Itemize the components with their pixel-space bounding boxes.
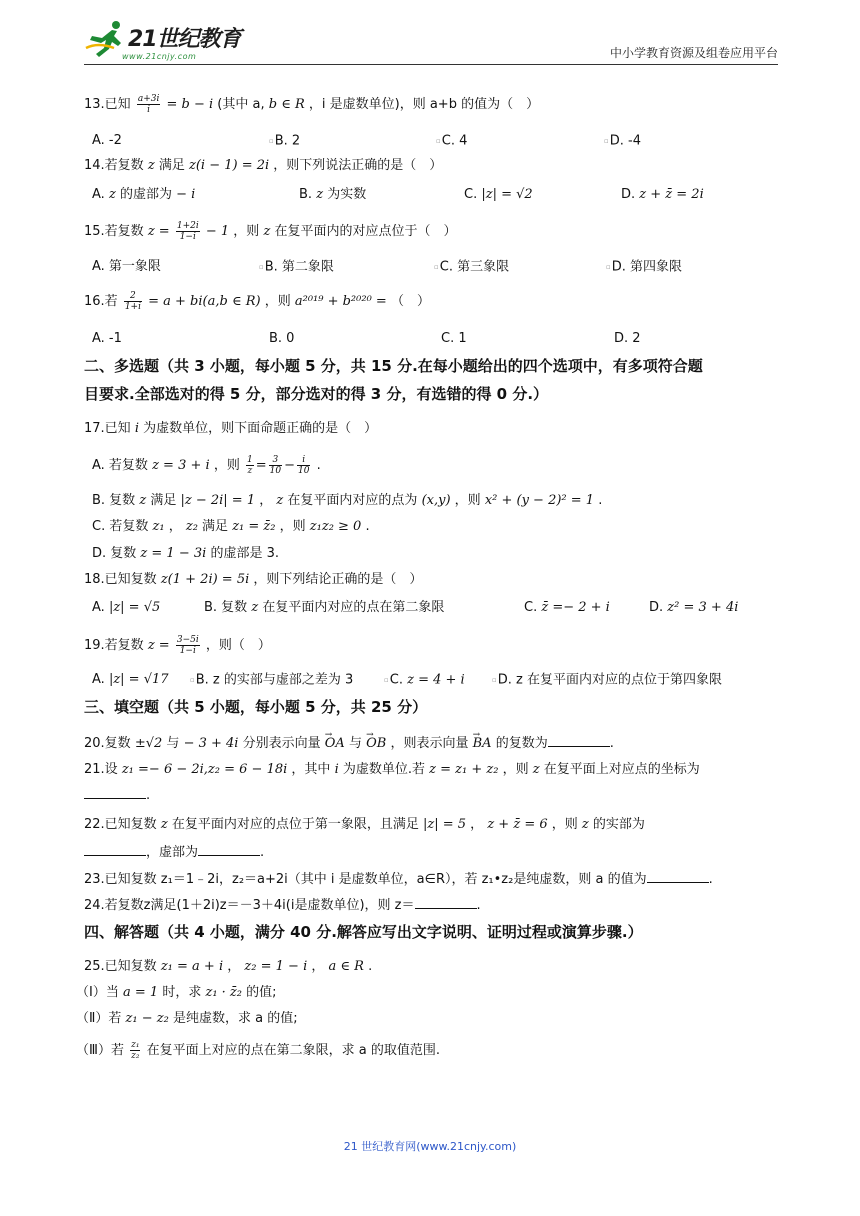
q13-option-a[interactable]: A. -2 (92, 133, 122, 148)
option-marker-icon: ▫ (606, 263, 611, 271)
text-fragment: 23.已知复数 z₁＝1﹣2i，z₂＝a+2i（其中 i 是虚数单位，a∈R），若 z₁•z₂是纯虚数，则 a 的值为 (84, 872, 647, 887)
text-fragment: |z| = √2 (481, 187, 533, 202)
text-fragment: ， (168, 519, 182, 534)
fraction (137, 94, 161, 115)
text-fragment: D. 第四象限 (611, 259, 683, 275)
answer-blank[interactable] (84, 843, 146, 856)
text-fragment: B. z 的实部与虚部之差为 3 (195, 672, 354, 688)
text-fragment: B. 第二象限 (264, 259, 334, 275)
text-fragment: |z| = √17 (108, 672, 169, 687)
question-19 (84, 635, 271, 656)
text-fragment: B. 2 (274, 133, 301, 149)
text-fragment: D. 复数 (92, 546, 137, 561)
text-fragment: |z − 2i| = 1 (180, 493, 256, 508)
text-fragment: . (316, 458, 321, 473)
text-fragment: . (365, 519, 370, 534)
text-fragment: z (160, 817, 168, 832)
q17-option-a[interactable] (92, 455, 321, 476)
page-footer[interactable]: 21 世纪教育网(www.21cnjy.com) (343, 1140, 517, 1153)
question-24 (84, 896, 481, 915)
text-fragment: ，i 是虚数单位)，则 a+b 的值为（ ） (308, 97, 540, 112)
text-fragment: 19.若复数 (84, 638, 144, 653)
text-fragment: D. (621, 187, 636, 202)
text-fragment: 1+2i (176, 221, 199, 231)
q14-option-b[interactable] (299, 186, 366, 204)
question-14 (84, 157, 442, 175)
text-fragment: A. 若复数 (92, 458, 148, 473)
text-fragment: ，则 (213, 458, 240, 473)
section-2-heading-line1: 二、多选题（共 3 小题，每小题 5 分，共 15 分.在每小题给出的四个选项中，有多项符合题 (84, 357, 703, 375)
q18-option-b[interactable] (204, 599, 444, 617)
text-fragment: 分别表示向量 (242, 736, 321, 751)
q13-option-d[interactable] (604, 132, 641, 151)
question-16 (84, 291, 430, 312)
text-fragment: z (139, 493, 147, 508)
section-3-heading: 三、填空题（共 5 小题，每小题 5 分，共 25 分） (84, 698, 428, 716)
header-divider (84, 64, 778, 65)
text-fragment: z₂ (131, 1051, 140, 1061)
option-marker-icon: ▫ (269, 137, 274, 145)
text-fragment: C. (389, 672, 403, 688)
text-fragment: z (108, 187, 116, 202)
text-fragment: ±√2 (134, 736, 163, 751)
text-fragment: 18.已知复数 (84, 572, 157, 587)
text-fragment: |z| = 5 (422, 817, 467, 832)
q17-option-d[interactable] (92, 545, 279, 563)
text-fragment: 在复平面内对应的点位于第一象限，且满足 (171, 817, 419, 832)
text-fragment: z₁ = a + i (160, 959, 224, 974)
text-fragment: C. 4 (441, 133, 468, 149)
text-fragment: 满足 (150, 493, 177, 508)
q17-option-c[interactable] (92, 518, 370, 536)
site-logo (84, 18, 254, 66)
question-17 (84, 420, 377, 438)
text-fragment: z (316, 187, 324, 202)
text-fragment: z + z̄ = 6 (487, 817, 548, 832)
text-fragment: ，则（ ） (205, 638, 271, 653)
text-fragment: ，则 (551, 817, 578, 832)
text-fragment: z₂ (185, 519, 198, 534)
text-fragment: 的值; (246, 985, 277, 1000)
text-fragment: z(1 + 2i) = 5i (160, 572, 250, 587)
q13-option-c[interactable] (436, 132, 467, 151)
text-fragment: z̄ =− 2 + i (541, 600, 610, 615)
text-fragment: a ∈ R (328, 959, 364, 974)
text-fragment: a = 1 (122, 985, 159, 1000)
text-fragment: ，则 (233, 224, 260, 239)
text-fragment: z (532, 762, 540, 777)
text-fragment: z(i − 1) = 2i (188, 158, 270, 173)
text-fragment: 22.已知复数 (84, 817, 157, 832)
q15-option-d[interactable] (606, 258, 682, 277)
text-fragment: 10 (269, 466, 282, 476)
text-fragment: . (598, 493, 603, 508)
q15-option-b[interactable] (259, 258, 334, 277)
platform-name: 中小学教育资源及组卷应用平台 (609, 46, 778, 60)
text-fragment: 的虚部为 (119, 187, 172, 202)
text-fragment: → BA (473, 735, 492, 753)
text-fragment: z₁ · z̄₂ (205, 985, 242, 1000)
answer-blank[interactable] (415, 896, 477, 909)
text-fragment: z = 3 + i (152, 458, 210, 473)
question-22-line2 (84, 843, 264, 862)
text-fragment: D. z 在复平面内对应的点位于第四象限 (497, 672, 722, 688)
text-fragment: z₁ =− 6 − 2i,z₂ = 6 − 18i (121, 762, 288, 777)
text-fragment: 1+i (124, 302, 141, 312)
answer-blank[interactable] (198, 843, 260, 856)
question-21 (84, 761, 700, 779)
text-fragment: z = (147, 638, 170, 653)
text-fragment: z (263, 224, 271, 239)
text-fragment: ，则表示向量 (390, 736, 469, 751)
text-fragment: − 1 (205, 224, 230, 239)
section-4-heading: 四、解答题（共 4 小题，满分 40 分.解答应写出文字说明、证明过程或演算步骤.） (84, 923, 643, 941)
text-fragment: − (284, 458, 295, 473)
option-marker-icon: ▫ (604, 137, 609, 145)
text-fragment: 为实数 (327, 187, 367, 202)
q16-option-c[interactable]: C. 1 (441, 331, 467, 346)
text-fragment: 17.已知 (84, 421, 131, 436)
text-fragment: C. 若复数 (92, 519, 149, 534)
text-fragment: . (476, 898, 481, 913)
text-fragment: （ ） (390, 294, 430, 309)
text-fragment: 20.复数 (84, 736, 131, 751)
text-fragment: z = (147, 224, 170, 239)
fraction (176, 635, 200, 656)
text-fragment: . (368, 959, 373, 974)
text-fragment: B. 复数 (204, 600, 248, 615)
q18-option-a[interactable] (92, 599, 160, 617)
text-fragment: （Ⅲ）若 (76, 1043, 124, 1058)
question-18 (84, 571, 422, 589)
text-fragment: ，则下列说法正确的是（ ） (273, 158, 443, 173)
text-fragment: ，其中 (291, 762, 331, 777)
fraction (297, 455, 310, 476)
text-fragment: z² = 3 + 4i (667, 600, 739, 615)
option-marker-icon: ▫ (190, 676, 195, 684)
answer-blank[interactable] (647, 870, 709, 883)
text-fragment: z (251, 600, 259, 615)
text-fragment: 25.已知复数 (84, 959, 157, 974)
q19-option-a[interactable] (92, 671, 169, 689)
q16-option-d[interactable]: D. 2 (614, 331, 641, 346)
text-fragment: . (708, 872, 713, 887)
q14-option-a[interactable] (92, 186, 195, 204)
text-fragment: C. 第三象限 (439, 259, 510, 275)
text-fragment: z (147, 158, 155, 173)
text-fragment: 与 (348, 736, 362, 751)
text-fragment: ，虚部为 (146, 845, 199, 860)
text-fragment: ， (470, 817, 484, 832)
text-fragment: 1−i (179, 646, 196, 656)
text-fragment: 21.设 (84, 762, 118, 777)
text-fragment: 是纯虚数，求 a 的值; (172, 1011, 298, 1026)
text-fragment: 在复平面上对应的点在第二象限，求 a 的取值范围. (146, 1043, 440, 1058)
text-fragment: 2 (124, 291, 142, 302)
text-fragment: 在复平面内对应的点在第二象限 (262, 600, 445, 615)
text-fragment: z (581, 817, 589, 832)
text-fragment: D. (649, 600, 664, 615)
q16-option-b[interactable]: B. 0 (269, 331, 295, 346)
text-fragment: = a + bi(a,b ∈ R) (148, 294, 261, 309)
text-fragment: z + z̄ = 2i (639, 187, 704, 202)
text-fragment: z₁ − z₂ (125, 1011, 169, 1026)
text-fragment: （Ⅰ）当 (76, 985, 119, 1000)
q15-option-a[interactable]: A. 第一象限 (92, 259, 161, 274)
text-fragment: A. (92, 600, 105, 615)
text-fragment: a²⁰¹⁹ + b²⁰²⁰ = (294, 294, 387, 309)
text-fragment: B. 复数 (92, 493, 136, 508)
text-fragment: 在复平面上对应点的坐标为 (543, 762, 700, 777)
text-fragment: (x,y) (421, 493, 451, 508)
text-fragment: 15.若复数 (84, 224, 144, 239)
fraction (269, 455, 282, 476)
text-fragment: 1 (246, 455, 253, 465)
text-fragment: ，则 (454, 493, 481, 508)
text-fragment: 16.若 (84, 294, 118, 309)
text-fragment: （Ⅱ）若 (76, 1011, 122, 1026)
text-fragment: z₁ (152, 519, 165, 534)
question-23 (84, 870, 713, 889)
q15-option-c[interactable] (434, 258, 509, 277)
fraction (246, 455, 254, 476)
text-fragment: z (247, 466, 253, 476)
text-fragment: . (146, 788, 151, 803)
text-fragment: a+3i (137, 94, 160, 104)
q18-option-c[interactable] (524, 599, 610, 617)
text-fragment: 13.已知 (84, 97, 131, 112)
fraction (176, 221, 200, 242)
text-fragment: . (260, 845, 265, 860)
text-fragment: 为虚数单位.若 (342, 762, 426, 777)
answer-blank[interactable] (84, 786, 146, 799)
text-fragment: z₁ (131, 1040, 140, 1050)
option-marker-icon: ▫ (492, 676, 497, 684)
question-15 (84, 221, 456, 242)
text-fragment: A. (92, 187, 105, 202)
question-25-part-3 (76, 1040, 440, 1061)
text-fragment: D. -4 (609, 133, 641, 149)
text-fragment: 10 (297, 466, 310, 476)
q19-option-d[interactable] (492, 671, 722, 690)
text-fragment: i (147, 105, 151, 115)
q13-option-b[interactable] (269, 132, 300, 151)
text-fragment: 的复数为 (495, 736, 548, 751)
text-fragment: 为虚数单位，则下面命题正确的是（ ） (143, 421, 378, 436)
text-fragment: 与 (166, 736, 180, 751)
text-fragment: z = 1 − 3i (140, 546, 207, 561)
text-fragment: − 3 + 4i (183, 736, 239, 751)
text-fragment: z₂ = 1 − i (244, 959, 308, 974)
text-fragment: . (609, 736, 614, 751)
text-fragment: 3−5i (176, 635, 199, 645)
text-fragment: 14.若复数 (84, 158, 144, 173)
text-fragment: 的虚部是 3. (210, 546, 279, 561)
text-fragment: 1−i (179, 232, 196, 242)
text-fragment: 的实部为 (592, 817, 645, 832)
option-marker-icon: ▫ (436, 137, 441, 145)
logo-text: 21世纪教育 (128, 27, 241, 52)
text-fragment: ，则 (264, 294, 291, 309)
q19-option-b[interactable] (190, 671, 353, 690)
text-fragment: 满足 (202, 519, 229, 534)
page-header (84, 14, 778, 66)
text-fragment: b ∈ R (268, 97, 305, 112)
text-fragment: i (134, 421, 139, 436)
fraction (130, 1040, 140, 1061)
text-fragment: C. (464, 187, 478, 202)
text-fragment: |z| = √5 (108, 600, 161, 615)
question-22 (84, 816, 645, 834)
text-fragment: z = z₁ + z₂ (429, 762, 499, 777)
question-25-part-2 (76, 1010, 298, 1028)
q14-option-c[interactable] (464, 186, 533, 204)
option-marker-icon: ▫ (384, 676, 389, 684)
text-fragment: = b − i (166, 97, 214, 112)
q16-option-a[interactable]: A. -1 (92, 331, 122, 346)
text-fragment: ，则 (502, 762, 529, 777)
text-fragment: = (255, 458, 267, 473)
text-fragment: i (334, 762, 339, 777)
text-fragment: 满足 (158, 158, 185, 173)
answer-blank[interactable] (548, 734, 610, 747)
question-21-line2 (84, 786, 150, 805)
text-fragment: A. (92, 672, 105, 687)
section-2-heading-line2: 目要求.全部选对的得 5 分，部分选对的得 3 分，有选错的得 0 分.） (84, 385, 549, 403)
text-fragment: z (276, 493, 284, 508)
q18-option-d[interactable] (649, 599, 738, 617)
fraction (124, 291, 142, 312)
logo-url: www.21cnjy.com (122, 52, 197, 61)
option-marker-icon: ▫ (259, 263, 264, 271)
text-fragment: ， (227, 959, 241, 974)
question-13 (84, 94, 539, 115)
option-marker-icon: ▫ (434, 263, 439, 271)
text-fragment: ， (259, 493, 273, 508)
text-fragment: − i (176, 187, 196, 202)
text-fragment: z₁z₂ ≥ 0 (309, 519, 362, 534)
text-fragment: (其中 a, (217, 97, 265, 112)
text-fragment: C. (524, 600, 538, 615)
text-fragment: 时，求 (162, 985, 202, 1000)
text-fragment: ， (311, 959, 325, 974)
text-fragment: → OB (366, 735, 386, 753)
text-fragment: ，则下列结论正确的是（ ） (253, 572, 423, 587)
q17-option-b[interactable] (92, 492, 602, 510)
text-fragment: z₁ = z̄₂ (232, 519, 276, 534)
text-fragment: 3 (269, 455, 282, 466)
text-fragment: 在复平面内对应的点为 (287, 493, 418, 508)
text-fragment: i (297, 455, 310, 466)
question-20 (84, 734, 614, 753)
text-fragment: z = 4 + i (407, 672, 465, 688)
q19-option-c[interactable] (384, 671, 465, 690)
text-fragment: ，则 (279, 519, 306, 534)
text-fragment: B. (299, 187, 313, 202)
text-fragment: → OA (325, 735, 345, 753)
question-25 (84, 958, 372, 976)
text-fragment: 在复平面内的对应点位于（ ） (274, 224, 457, 239)
question-25-part-1 (76, 984, 277, 1002)
text-fragment: x² + (y − 2)² = 1 (484, 493, 595, 508)
text-fragment: 24.若复数z满足(1＋2i)z＝－3＋4i(i是虚数单位)，则 z＝ (84, 898, 415, 913)
q14-option-d[interactable] (621, 186, 704, 204)
